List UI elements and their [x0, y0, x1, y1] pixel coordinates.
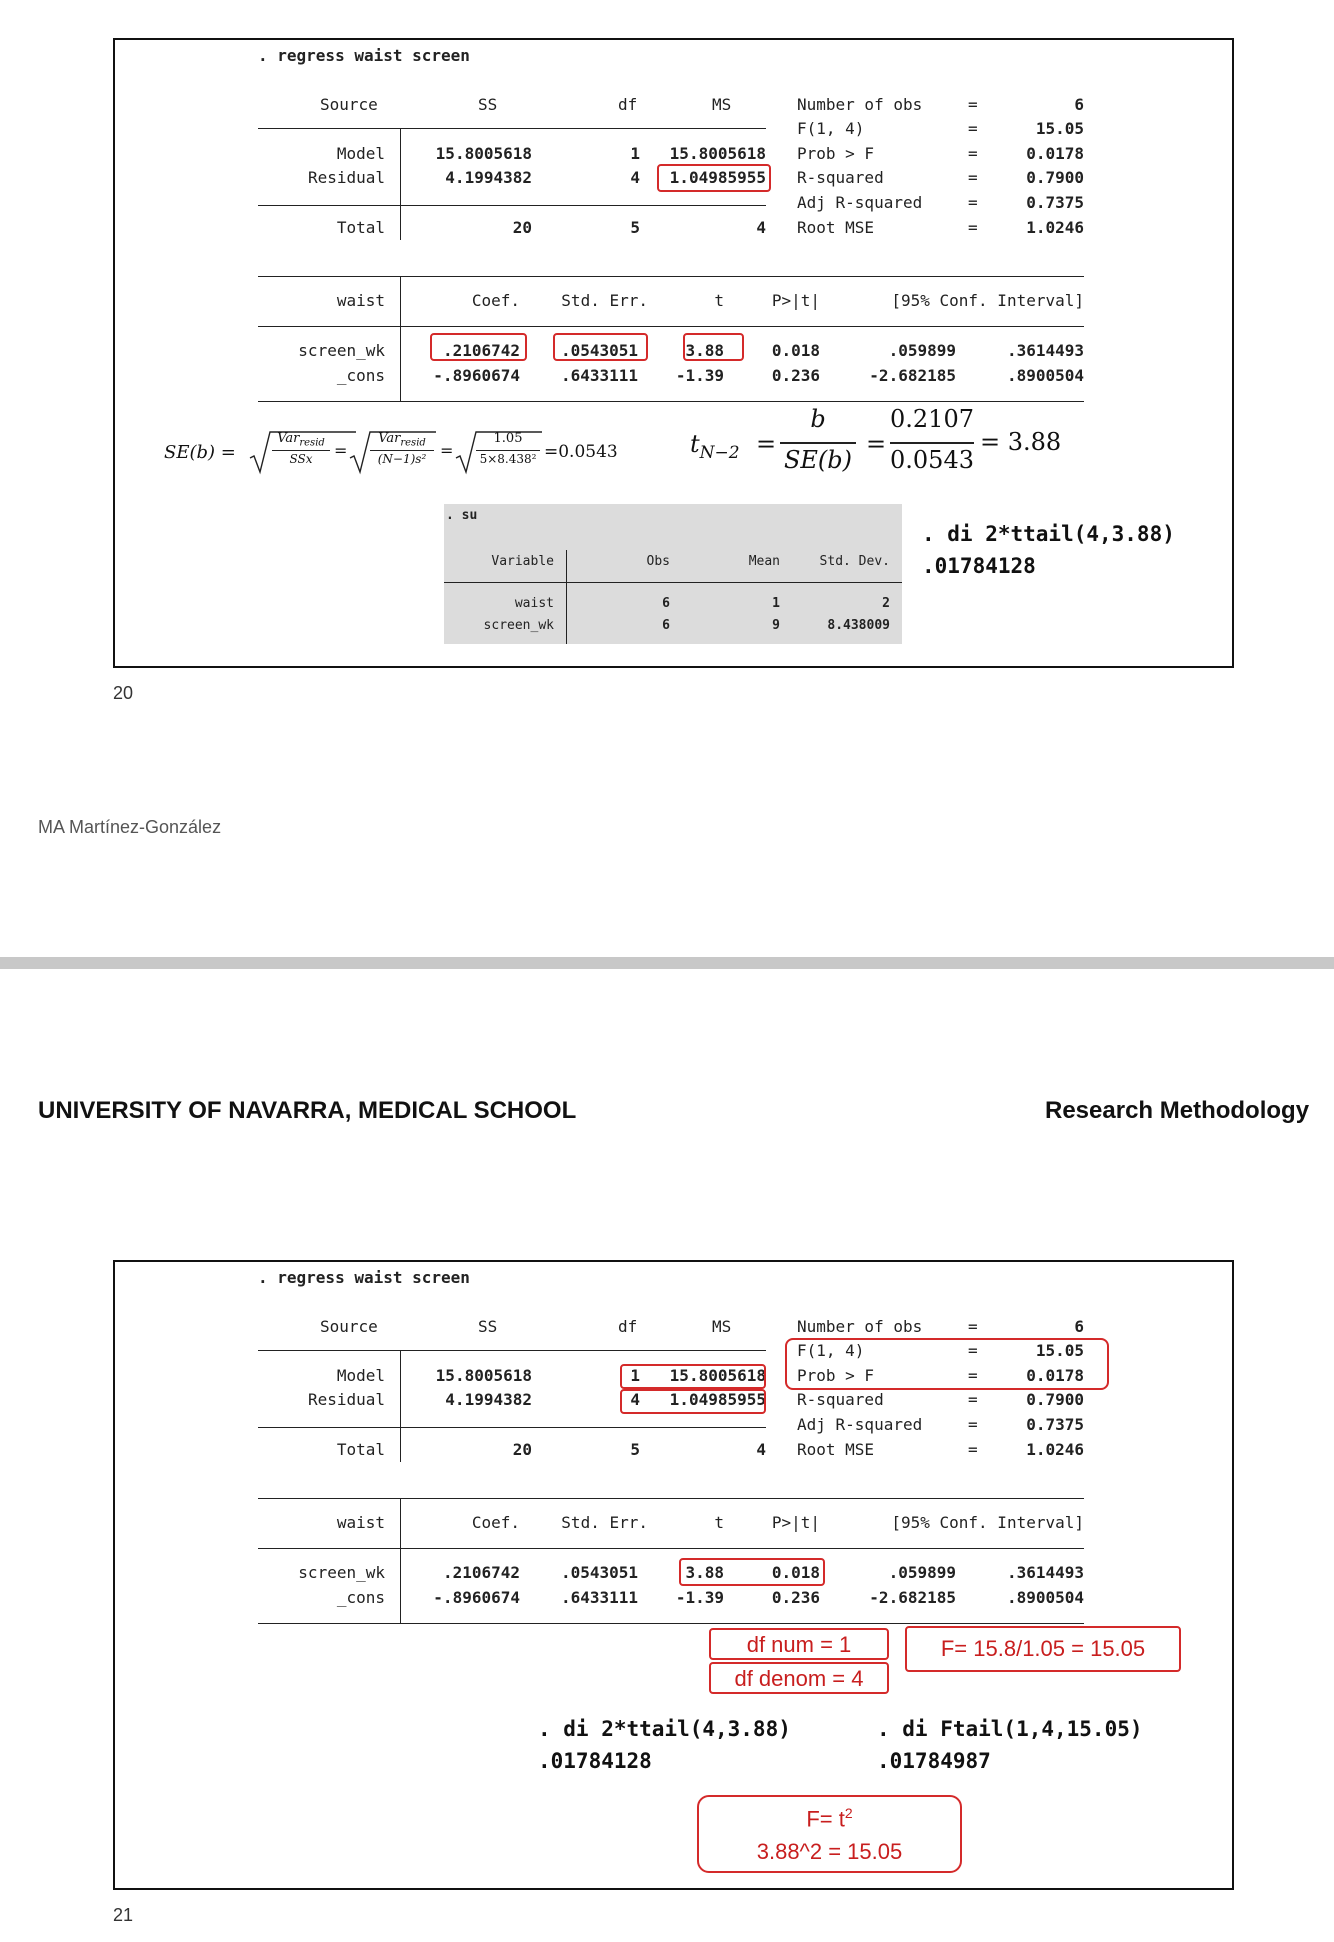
- coef-header-p: P>|t|: [771, 291, 820, 310]
- formula-t-f1-num: b: [810, 405, 826, 433]
- stat-eq: =: [968, 1390, 978, 1409]
- anova-row-residual-label: Residual: [307, 168, 385, 187]
- author-footer: MA Martínez-González: [38, 817, 222, 837]
- coef-rule-vertical: [400, 276, 401, 401]
- coef-header-depvar: waist: [336, 291, 385, 310]
- su-row-sd: 2: [882, 596, 890, 611]
- anova-rule-vertical: [400, 1350, 401, 1462]
- coef-row-t: 3.88: [685, 1563, 724, 1582]
- stat-eq: =: [968, 1341, 978, 1360]
- su-row-obs: 6: [662, 618, 670, 633]
- stat-eq: =: [968, 1366, 978, 1385]
- anova-row-total-label: Total: [336, 1440, 385, 1459]
- stat-label: R-squared: [797, 1390, 884, 1409]
- page-number: 21: [113, 1905, 134, 1925]
- anova-row-residual-label: Residual: [307, 1390, 385, 1409]
- formula-t-eq: =: [866, 430, 887, 458]
- stat-eq: =: [968, 218, 978, 237]
- su-rule-top: [444, 582, 902, 583]
- formula-t-f1-den: SE(b): [783, 446, 853, 474]
- di-f-result: .01784987: [877, 1749, 991, 1773]
- coef-row-t: -1.39: [675, 1588, 724, 1607]
- formula-se-f1-den: SSx: [289, 452, 313, 466]
- di-command: . di 2*ttail(4,3.88): [922, 522, 1175, 546]
- coef-rule-vertical: [400, 1498, 401, 1623]
- su-row-variable: screen_wk: [483, 618, 554, 633]
- stat-eq: =: [968, 168, 978, 187]
- anova-row-model-df: 1: [630, 1366, 640, 1385]
- su-row-mean: 1: [772, 596, 780, 611]
- coef-rule-mid: [258, 326, 1084, 327]
- anova-row-total-ms: 4: [756, 218, 766, 237]
- stat-value: 6: [1074, 95, 1084, 114]
- coef-row-coef: -.8960674: [433, 366, 520, 385]
- anova-rule-vertical: [400, 128, 401, 240]
- stat-eq: =: [968, 193, 978, 212]
- annotation-df-num: df num = 1: [709, 1628, 889, 1660]
- formula-t-result: = 3.88: [980, 428, 1062, 456]
- annotation-f-equals-t2-line2: 3.88^2 = 15.05: [756, 1839, 903, 1864]
- formula-t-eq: =: [756, 430, 777, 458]
- anova-row-residual-df: 4: [630, 168, 640, 187]
- coef-row-ci-low: -2.682185: [869, 366, 956, 385]
- coef-header-t: t: [714, 291, 724, 310]
- formula-se-eq: =: [334, 441, 348, 460]
- formula-se-f2-den: (N−1)s²: [377, 452, 427, 466]
- slide-divider: [0, 957, 1334, 969]
- stat-label: Number of obs: [797, 95, 923, 114]
- stat-label: Prob > F: [797, 144, 875, 163]
- formula-t-f2-num: 0.2107: [890, 405, 974, 433]
- formula-se-lhs: SE(b) =: [164, 442, 236, 463]
- anova-row-total-label: Total: [336, 218, 385, 237]
- formula-t-f2-bar: [890, 442, 974, 444]
- coef-row-ci-high: .3614493: [1006, 1563, 1084, 1582]
- anova-header-df: df: [618, 1317, 638, 1336]
- stat-value: 15.05: [1035, 119, 1084, 138]
- anova-row-residual-ms: 1.04985955: [669, 168, 766, 187]
- highlight-f-stat: [785, 1338, 1109, 1390]
- coef-header-ci: [95% Conf. Interval]: [891, 1513, 1084, 1532]
- formula-se-result: =0.0543: [544, 442, 618, 462]
- coef-row-t: -1.39: [675, 366, 724, 385]
- anova-rule-total: [258, 1427, 766, 1428]
- coef-rule-bottom: [258, 401, 1084, 402]
- formula-se-f3-bar: [476, 450, 540, 451]
- highlight-df-model: [620, 1364, 766, 1389]
- coef-row-label: screen_wk: [298, 341, 385, 360]
- stat-eq: =: [968, 95, 978, 114]
- stat-value: 15.05: [1035, 1341, 1084, 1360]
- annotation-f-equals-t2: [697, 1795, 962, 1873]
- annotation-df-denom: df denom = 4: [709, 1662, 889, 1694]
- coef-row-ci-high: .8900504: [1006, 366, 1084, 385]
- highlight-df-residual: [620, 1389, 766, 1414]
- su-rule-vertical: [566, 550, 567, 644]
- su-row-sd: 8.438009: [827, 618, 890, 633]
- coef-row-p: 0.018: [771, 341, 820, 360]
- coef-header-depvar: waist: [336, 1513, 385, 1532]
- formula-se-eq: =: [440, 441, 454, 460]
- coef-rule-top: [258, 276, 1084, 277]
- coef-row-ci-low: -2.682185: [869, 1588, 956, 1607]
- formula-se-f2-bar: [370, 450, 434, 451]
- coef-row-label: _cons: [336, 366, 385, 385]
- coef-row-ci-high: .8900504: [1006, 1588, 1084, 1607]
- annotation-f-calc: F= 15.8/1.05 = 15.05: [905, 1626, 1181, 1672]
- stat-value: 0.7900: [1026, 1390, 1084, 1409]
- regress-command: . regress waist screen: [258, 46, 470, 65]
- su-header-sd: Std. Dev.: [819, 554, 890, 569]
- regress-block-21: [0, 1222, 1334, 1642]
- coef-row-p: 0.236: [771, 366, 820, 385]
- stat-eq: =: [968, 1415, 978, 1434]
- anova-row-total-df: 5: [630, 1440, 640, 1459]
- su-row-obs: 6: [662, 596, 670, 611]
- stat-value: 1.0246: [1026, 218, 1084, 237]
- stat-label: Number of obs: [797, 1317, 923, 1336]
- su-header-variable: Variable: [491, 554, 554, 569]
- stat-label: F(1, 4): [797, 1341, 865, 1360]
- anova-header-source: Source: [320, 95, 378, 114]
- di-result: .01784128: [922, 554, 1036, 578]
- coef-header-se: Std. Err.: [561, 291, 648, 310]
- anova-rule-top: [258, 128, 766, 129]
- coef-header-p: P>|t|: [771, 1513, 820, 1532]
- regress-command: . regress waist screen: [258, 1268, 470, 1287]
- coef-row-p: 0.236: [771, 1588, 820, 1607]
- stat-label: Root MSE: [797, 1440, 875, 1459]
- formula-t-f2-den: 0.0543: [890, 446, 974, 474]
- coef-header-coef: Coef.: [471, 291, 520, 310]
- highlight-coef: [430, 333, 527, 361]
- coef-row-se: .6433111: [560, 1588, 638, 1607]
- anova-row-residual-ms: 1.04985955: [669, 1390, 766, 1409]
- stat-value: 1.0246: [1026, 1440, 1084, 1459]
- formula-t-lhs: $t_{N-2}$: [690, 430, 740, 463]
- anova-row-model-ss: 15.8005618: [435, 144, 532, 163]
- coef-row-coef: .2106742: [442, 341, 520, 360]
- di-f-command: . di Ftail(1,4,15.05): [877, 1717, 1143, 1741]
- anova-rule-total: [258, 205, 766, 206]
- coef-row-coef: -.8960674: [433, 1588, 520, 1607]
- stat-label: R-squared: [797, 168, 884, 187]
- highlight-stderr: [553, 333, 648, 361]
- su-header-obs: Obs: [646, 554, 670, 569]
- anova-row-residual-df: 4: [630, 1390, 640, 1409]
- su-command: . su: [446, 508, 478, 523]
- stat-eq: =: [968, 1440, 978, 1459]
- stat-value: 6: [1074, 1317, 1084, 1336]
- anova-row-residual-ss: 4.1994382: [445, 1390, 532, 1409]
- stat-label: Root MSE: [797, 218, 875, 237]
- stat-label: Adj R-squared: [797, 193, 923, 212]
- formula-t-f1-bar: [780, 442, 856, 444]
- anova-header-ms: MS: [712, 1317, 732, 1336]
- stat-label: Adj R-squared: [797, 1415, 923, 1434]
- coef-row-se: .0543051: [560, 1563, 638, 1582]
- coef-rule-top: [258, 1498, 1084, 1499]
- coef-row-coef: .2106742: [442, 1563, 520, 1582]
- anova-row-total-ms: 4: [756, 1440, 766, 1459]
- formula-se-f1-num: Var$_{resid}$: [277, 431, 325, 449]
- formula-se-f3-num: 1.05: [493, 431, 523, 446]
- stat-value: 0.0178: [1026, 144, 1084, 163]
- page-number: 20: [113, 683, 134, 703]
- anova-row-model-ms: 15.8005618: [669, 144, 766, 163]
- anova-row-total-df: 5: [630, 218, 640, 237]
- coef-row-p: 0.018: [771, 1563, 820, 1582]
- anova-row-total-ss: 20: [512, 1440, 532, 1459]
- highlight-t-p: [679, 1558, 825, 1586]
- coef-rule-bottom: [258, 1623, 1084, 1624]
- anova-header-ss: SS: [478, 95, 498, 114]
- anova-row-residual-ss: 4.1994382: [445, 168, 532, 187]
- anova-row-total-ss: 20: [512, 218, 532, 237]
- stat-label: F(1, 4): [797, 119, 865, 138]
- coef-row-ci-low: .059899: [888, 1563, 956, 1582]
- anova-header-source: Source: [320, 1317, 378, 1336]
- header-left: UNIVERSITY OF NAVARRA, MEDICAL SCHOOL: [38, 1097, 577, 1124]
- coef-rule-mid: [258, 1548, 1084, 1549]
- stat-eq: =: [968, 1317, 978, 1336]
- coef-header-se: Std. Err.: [561, 1513, 648, 1532]
- anova-header-ss: SS: [478, 1317, 498, 1336]
- anova-rule-top: [258, 1350, 766, 1351]
- stat-value: 0.7375: [1026, 1415, 1084, 1434]
- stat-eq: =: [968, 119, 978, 138]
- formula-se-f2-num: Var$_{resid}$: [378, 431, 426, 449]
- di-t-result: .01784128: [538, 1749, 652, 1773]
- coef-header-ci: [95% Conf. Interval]: [891, 291, 1084, 310]
- formula-se-f3-den: 5×8.438²: [479, 452, 537, 466]
- anova-row-model-label: Model: [336, 1366, 385, 1385]
- stat-value: 0.7375: [1026, 193, 1084, 212]
- anova-row-model-df: 1: [630, 144, 640, 163]
- di-t-command: . di 2*ttail(4,3.88): [538, 1717, 791, 1741]
- annotation-f-equals-t2-line1: $F= t^2$: [806, 1805, 853, 1832]
- coef-row-t: 3.88: [685, 341, 724, 360]
- coef-header-coef: Coef.: [471, 1513, 520, 1532]
- highlight-ms-residual: [657, 164, 771, 192]
- coef-row-label: screen_wk: [298, 1563, 385, 1582]
- stat-value: 0.7900: [1026, 168, 1084, 187]
- coef-row-se: .0543051: [560, 341, 638, 360]
- coef-row-ci-low: .059899: [888, 341, 956, 360]
- su-panel: [444, 504, 902, 644]
- coef-row-se: .6433111: [560, 366, 638, 385]
- coef-header-t: t: [714, 1513, 724, 1532]
- su-row-variable: waist: [514, 596, 554, 611]
- anova-header-ms: MS: [712, 95, 732, 114]
- formula-se-f1-bar: [272, 450, 330, 451]
- stat-value: 0.0178: [1026, 1366, 1084, 1385]
- su-row-mean: 9: [772, 618, 780, 633]
- highlight-t: [683, 333, 744, 361]
- su-header-mean: Mean: [748, 554, 780, 569]
- stat-eq: =: [968, 144, 978, 163]
- anova-row-model-label: Model: [336, 144, 385, 163]
- coef-row-ci-high: .3614493: [1006, 341, 1084, 360]
- anova-row-model-ms: 15.8005618: [669, 1366, 766, 1385]
- anova-row-model-ss: 15.8005618: [435, 1366, 532, 1385]
- coef-row-label: _cons: [336, 1588, 385, 1607]
- anova-header-df: df: [618, 95, 638, 114]
- header-right: Research Methodology: [1045, 1097, 1310, 1124]
- stat-label: Prob > F: [797, 1366, 875, 1385]
